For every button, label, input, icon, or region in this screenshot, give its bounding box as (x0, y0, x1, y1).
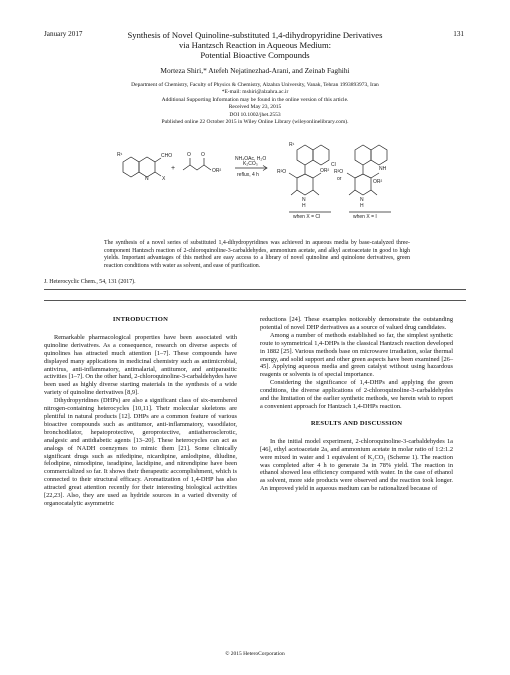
results-paragraph-1: In the initial model experiment, 2-chloroquinoline-3-carbaldehydes 1a [46], ethyl acetoacetate 2a, and ammonium acetate in molar ratio of 1:2:1.2 were mixed in water and 1 equivalent of K₂CO₃ (Scheme 1). The reaction was completed after 4 h to generate 3a in 78% yield. The reaction in ethanol showed less efficiency compared with water. In the case of ethanol as solvent, more side products were observed and the reaction took longer. An improved yield in aqueous medium can be rationalized because of (260, 437, 453, 493)
product1-right-ester: OR² (320, 168, 330, 174)
reagent-x-label: X (162, 176, 166, 182)
introduction-heading: INTRODUCTION (112, 316, 169, 323)
product2-ring-n: N (360, 197, 364, 203)
divider-bottom (44, 300, 466, 301)
product1-quinoline-ring-a (297, 145, 313, 165)
issue-date: January 2017 (44, 30, 83, 38)
article-title (105, 30, 405, 60)
reagent-r1-label: R¹ (117, 152, 123, 158)
title-line-3: Potential Bioactive Compounds (200, 50, 310, 60)
quinoline-benzo-ring (123, 157, 139, 177)
ketone-o-label: O (187, 152, 191, 158)
author-list: Morteza Shiri,* Atefeh Nejatinezhad-Arani, and Zeinab Faghihi (160, 66, 350, 75)
product2-quinolone-ring-b (371, 145, 387, 165)
received-date: Received May 23, 2015 (228, 104, 282, 111)
product2-right-ester: OR² (373, 179, 383, 185)
journal-citation: J. Heterocyclic Chem., 54, 131 (2017). (44, 279, 136, 285)
product1-ring-n: N (302, 197, 306, 203)
title-line-1: Synthesis of Novel Quinoline-substituted 1,4-dihydropyridine Derivatives (127, 30, 383, 40)
reagent-cho-label: CHO (161, 153, 173, 159)
intro-paragraph-1: Remarkable pharmacological properties have been associated with quinoline derivatives. As a consequence, research on diverse aspects of quinolines has attracted much attention [1–7]. These compounds have displayed many applications in medicinal chemistry such as antimicrobial, antivirus, anti-inflammatory, antimalarial, antitumor, and antiparasitic activities [1–7]. On the other hand, 2-chloroquinoline-3-carbaldehydes have been used as highly diverse starting materials in the synthesis of a wide variety of quinoline derivatives [8,9]. (44, 333, 237, 397)
conditions-reagents: NH₄OAc, H₂O (235, 156, 267, 162)
results-heading: RESULTS AND DISCUSSION (310, 419, 403, 427)
title-line-2: via Hantzsch Reaction in Aqueous Medium: (178, 40, 332, 50)
product1-cl-label: Cl (331, 162, 336, 168)
right-column (260, 316, 453, 493)
product1-ring-h: H (302, 203, 306, 209)
product1-r1-label: R¹ (289, 142, 295, 148)
intro-paragraph-3: Among a number of methods established so far, the simplest synthetic route to symmetrical 1,4-DHPs is the classical Hantzsch reaction developed in 1882 [25]. Various methods base on microwave irradiation, solar thermal energy, and solid support and other green aspects have been examined [26–45]. Applying aqueous media and green catalyst without using hazardous reagents or solvents is of special importance. (260, 331, 453, 379)
product1-quinoline-ring-b (313, 145, 329, 165)
quinoline-pyridine-ring (139, 157, 155, 177)
acetoacetate-chain (183, 165, 211, 170)
product1-dihydropyridine-ring (297, 174, 313, 195)
published-online: Published online 22 October 2015 in Wiley Online Library (wileyonlinelibrary.com). (161, 119, 349, 126)
intro-paragraph-4: Considering the significance of 1,4-DHPs and applying the green conditions, the diverse applications of 2-chloroquinoline-3-carbaldehydes and the limitation of the earlier synthetic methods, we herein wish to report a convenient approach for Hantzsch 1,4-DHPs reaction. (260, 379, 453, 410)
intro-paragraph-2: Dihydropyridines (DHPs) are also a significant class of six-membered nitrogen-containing heterocycles [10,11]. Their molecular skeletons are plentiful in natural products [12]. DHPs are a common feature of various bioactive compounds such as antitumor, anti-inflammatory, vasodilator, bronchodilator, hepatoprotective, geroprotective, antiatherosclerotic, analgesic and antidiabetic agents [13–20]. These heterocycles can act as analogs of NADH coenzymes to mimic them [21]. Some clinically significant drugs such as nifedipine, nicardipine, amlodipine, diludine, felodipine, nimodipine, isradipine, lacidipine, and nitrendipine have been commercialized so far. It shows their therapeutic accomplishment, which is connected to their structural efficacy. Aromatization of 1,4-DHP has also attracted great attention recently for their interesting biological activities [22,23]. Also, they are used as hydride sources in a varied diversity of organocatalytic asymmetric (44, 397, 237, 507)
copyright-footer: © 2015 HeteroCorporation (225, 651, 285, 657)
intro-continuation: reductions [24]. These examples noticeably demonstrate the outstanding potential of novel DHP derivatives as a source of valued drug candidates. (260, 316, 453, 331)
corresponding-email: *E-mail: mshiri@alzahra.ac.ir (221, 89, 289, 96)
product2-ring-h: H (360, 203, 364, 209)
page-number: 131 (453, 30, 464, 38)
product2-quinolone-ring-a (355, 145, 371, 165)
or-label: or (337, 176, 342, 182)
product1-caption: when X = Cl (293, 214, 321, 220)
reaction-scheme-drawing (117, 140, 397, 232)
left-column (44, 316, 237, 508)
divider-top (44, 289, 466, 290)
reaction-scheme (117, 140, 397, 232)
product1-left-ester: R²O (277, 169, 287, 175)
plus-sign: + (171, 165, 176, 172)
conditions-time: reflux, 4 h (237, 172, 259, 178)
product2-nh-label: NH (379, 166, 387, 172)
department: Department of Chemistry, Faculty of Physics & Chemistry, Alzahra University, Vanak, Tehran 1993893973, Iran (131, 82, 379, 88)
affiliation-block (0, 82, 510, 126)
ester-or2-label: OR² (212, 168, 222, 174)
reagent-n-label: N (145, 176, 149, 182)
product2-caption: when X = I (353, 214, 377, 220)
product2-left-ester: R²O (334, 169, 344, 175)
supporting-info-note: Additional Supporting Information may be found in the online version of this article. (161, 96, 349, 103)
abstract: The synthesis of a novel series of substituted 1,4-dihydropyridines was achieved in aqueous media by base-catalyzed three-component Hantzsch reaction of 2-chloroquinoline-3-carbaldehydes, ammonium acetate, and alkyl acetoacetate in good to high yields. Important advantages of this method are easy access to a library of novel quinoline and quinolone derivatives, green reaction conditions with water as solvent, and ease of purification. (104, 240, 410, 269)
product2-dihydropyridine-ring (355, 174, 371, 195)
conditions-base: K₂CO₃ (243, 161, 258, 167)
ester-o-label: O (201, 152, 205, 158)
doi: DOI 10.1002/jhet.2553 (229, 111, 281, 118)
